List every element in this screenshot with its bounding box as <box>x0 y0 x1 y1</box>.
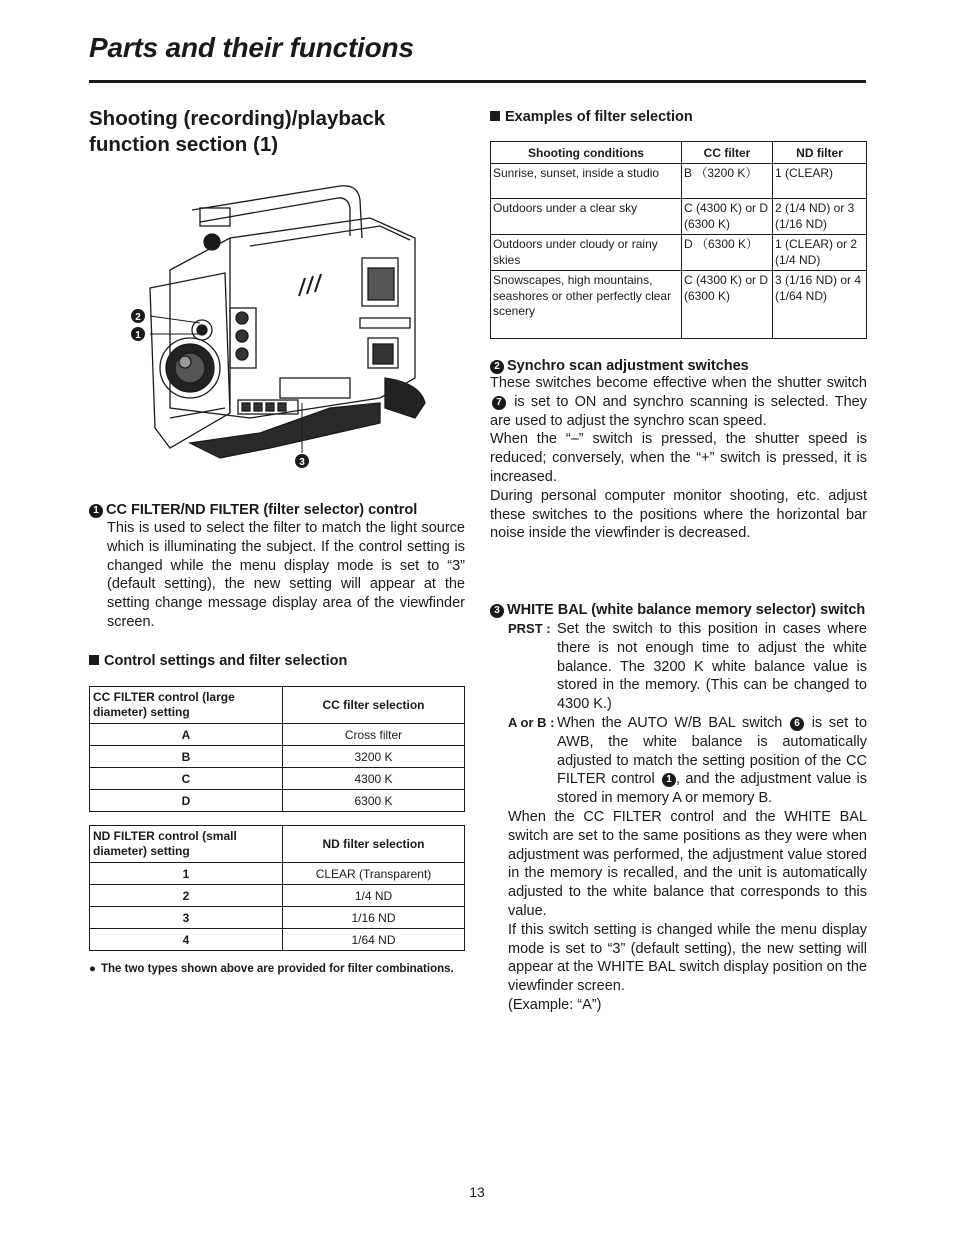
svg-text:3: 3 <box>299 457 305 468</box>
page-number: 13 <box>469 1184 485 1200</box>
item3-paragraph: When the CC FILTER control and the WHITE BAL switch are set to the same positions as they were when adjustment was performed, the adjustment value stored in the memory is recalled, and the unit is automatically adjusted to the white balance that corresponds to this value. <box>508 808 867 919</box>
number-1-icon: 1 <box>89 504 103 518</box>
table-cell: C <box>90 768 283 790</box>
table-header-cell: CC filter selection <box>283 687 465 724</box>
item2-paragraph: When the “–” switch is pressed, the shutter speed is reduced; conversely, when the “+” switch is pressed, it is increased. <box>490 431 867 485</box>
table-row <box>491 271 867 339</box>
prst-term: PRST : <box>508 621 551 636</box>
control-settings-heading: Control settings and filter selection <box>89 653 347 669</box>
table-cell: 3 <box>90 907 283 929</box>
callout-1-icon <box>131 327 145 341</box>
aorb-term: A or B : <box>508 714 555 730</box>
table-cell: D <box>90 790 283 812</box>
table-row <box>90 929 465 951</box>
callout-3-icon <box>295 454 309 468</box>
number-3-icon: 3 <box>490 604 504 618</box>
square-bullet-icon <box>490 111 500 121</box>
cc-filter-table <box>89 686 465 812</box>
item3 <box>490 601 867 1015</box>
table-header-cell: CC filter <box>682 142 773 164</box>
table-header-cell: ND FILTER control (small diameter) setting <box>90 826 283 863</box>
table-header-cell: ND filter <box>773 142 867 164</box>
table-cell: C (4300 K) or D (6300 K) <box>682 271 773 339</box>
bullet-icon: ● <box>89 963 96 975</box>
table-header-row <box>491 142 867 164</box>
table-row <box>90 790 465 812</box>
table-cell: C (4300 K) or D (6300 K) <box>682 199 773 235</box>
item3-paragraph: (Example: “A”) <box>508 996 602 1013</box>
table-cell: Outdoors under a clear sky <box>491 199 682 235</box>
table-cell: D （6300 K） <box>682 235 773 271</box>
table-cell: A <box>90 724 283 746</box>
table-cell: 4 <box>90 929 283 951</box>
table-cell: Cross filter <box>283 724 465 746</box>
examples-table <box>490 141 867 339</box>
camera-illustration <box>130 178 430 478</box>
table-row <box>90 768 465 790</box>
filter-note: ● The two types shown above are provided for filter combinations. <box>89 963 454 975</box>
table-cell: 2 (1/4 ND) or 3 (1/16 ND) <box>773 199 867 235</box>
item1-text: This is used to select the filter to match the light source which is illuminating the subject. If the control setting is changed while the menu display mode is set to “3” (default setting), the new setting will appear at the setting change message display area of the viewfinder screen. <box>107 520 465 630</box>
prst-definition <box>508 620 867 714</box>
table-cell: 1 (CLEAR) or 2 (1/4 ND) <box>773 235 867 271</box>
table-cell: 1/4 ND <box>283 885 465 907</box>
prst-text: Set the switch to this position in cases where there is not enough time to adjust the white balance. The 3200 K white balance value is stored in the memory. (This can be changed to 4300 K.) <box>557 621 867 713</box>
table-cell: B （3200 K） <box>682 164 773 199</box>
number-2-icon: 2 <box>490 360 504 374</box>
table-header-row <box>90 687 465 724</box>
table-cell: 4300 K <box>283 768 465 790</box>
number-1-icon: 1 <box>662 773 676 787</box>
square-bullet-icon <box>89 655 99 665</box>
section-heading: Shooting (recording)/playback function section (1) <box>89 107 386 156</box>
number-7-icon: 7 <box>492 396 506 410</box>
item2-text: These switches become effective when the shutter switch 7 is set to ON and synchro scanning is selected. They are used to adjust the synchro scan speed. <box>490 375 867 429</box>
table-row <box>491 164 867 199</box>
item2-heading: 2 Synchro scan adjustment switches <box>490 358 867 374</box>
table-cell: 1 (CLEAR) <box>773 164 867 199</box>
table-cell: 1/64 ND <box>283 929 465 951</box>
number-6-icon: 6 <box>790 717 804 731</box>
table-header-cell: ND filter selection <box>283 826 465 863</box>
item2-paragraph: During personal computer monitor shooting, etc. adjust these switches to the positions where the horizontal bar noise inside the viewfinder is decreased. <box>490 487 867 542</box>
svg-text:2: 2 <box>135 312 141 323</box>
table-header-cell: Shooting conditions <box>491 142 682 164</box>
table-cell: B <box>90 746 283 768</box>
svg-text:1: 1 <box>135 330 141 341</box>
callout-2-icon <box>131 309 145 323</box>
table-cell: 3200 K <box>283 746 465 768</box>
table-row <box>90 746 465 768</box>
table-header-row <box>90 826 465 863</box>
table-cell: Outdoors under cloudy or rainy skies <box>491 235 682 271</box>
item3-paragraph: If this switch setting is changed while the menu display mode is set to “3” (default setting), the new setting will appear at the WHITE BAL switch display position on the viewfinder screen. <box>508 921 867 995</box>
aorb-definition <box>508 714 867 808</box>
table-row <box>90 885 465 907</box>
item1-heading: 1 CC FILTER/ND FILTER (filter selector) control <box>89 502 465 518</box>
table-cell: CLEAR (Transparent) <box>283 863 465 885</box>
table-row <box>491 199 867 235</box>
table-cell: 1 <box>90 863 283 885</box>
table-row <box>90 907 465 929</box>
table-row <box>491 235 867 271</box>
table-cell: Snowscapes, high mountains, seashores or other perfectly clear scenery <box>491 271 682 339</box>
examples-heading: Examples of filter selection <box>490 109 693 125</box>
item1 <box>89 502 465 632</box>
table-row <box>90 863 465 885</box>
nd-filter-table <box>89 825 465 951</box>
table-row <box>90 724 465 746</box>
table-cell: 1/16 ND <box>283 907 465 929</box>
aorb-text: When the AUTO W/B BAL switch 6 is set to AWB, the white balance is automatically adjusted to match the setting position of the CC FILTER control 1 , and the adjustment value is stored in memory A or memory B. <box>557 714 868 807</box>
page-title: Parts and their functions <box>89 32 414 63</box>
table-cell: 3 (1/16 ND) or 4 (1/64 ND) <box>773 271 867 339</box>
table-cell: 6300 K <box>283 790 465 812</box>
table-header-cell: CC FILTER control (large diameter) setting <box>90 687 283 724</box>
item2 <box>490 358 867 543</box>
table-cell: Sunrise, sunset, inside a studio <box>491 164 682 199</box>
table-cell: 2 <box>90 885 283 907</box>
title-rule <box>89 80 866 83</box>
item3-heading: 3 WHITE BAL (white balance memory selector) switch <box>490 601 867 620</box>
